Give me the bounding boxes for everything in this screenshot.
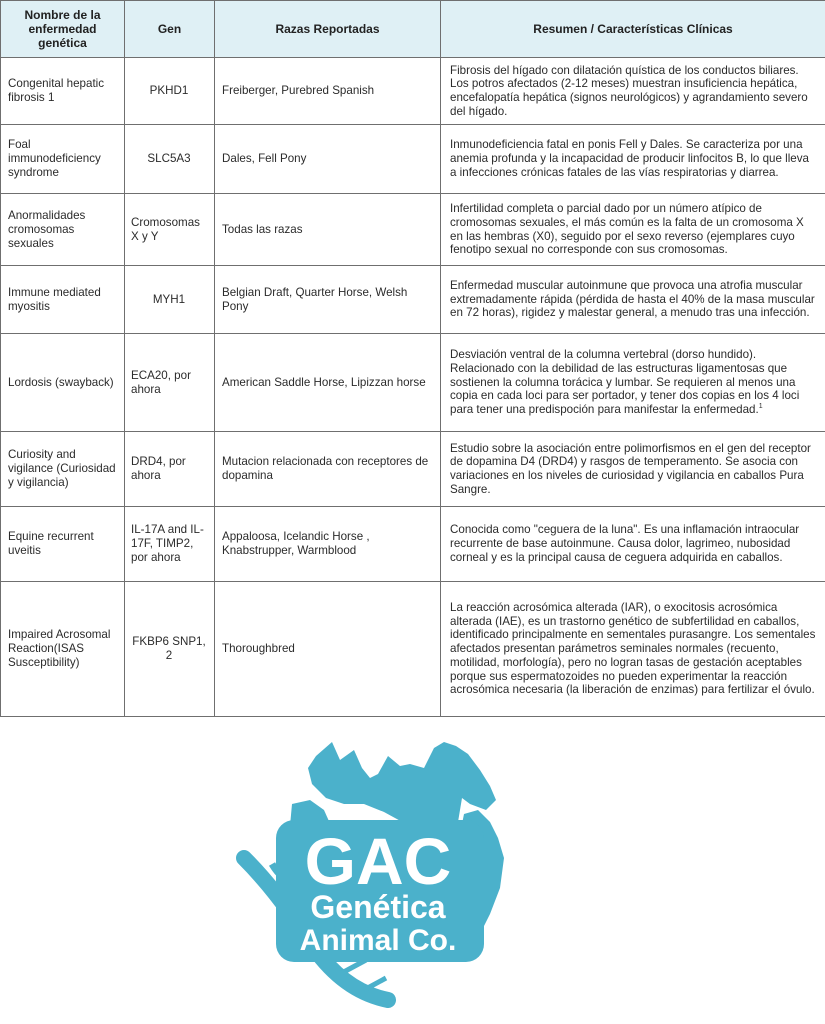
- disease-name-cell: Immune mediated myositis: [1, 266, 125, 334]
- breeds-cell: Appaloosa, Icelandic Horse , Knabstrupper, Warmblood: [215, 507, 441, 582]
- header-disease-name: Nombre de la enfermedad genética: [1, 1, 125, 58]
- logo-text-genetica: Genética: [310, 889, 446, 925]
- summary-cell: Enfermedad muscular autoinmune que provoca una atrofia muscular extremadamente rápida (pérdida de hasta el 40% de la masa muscular en 72 horas), rigidez y malestar general, a menudo tras una infección.: [441, 266, 825, 334]
- breeds-cell: American Saddle Horse, Lipizzan horse: [215, 334, 441, 432]
- summary-cell: Fibrosis del hígado con dilatación quística de los conductos biliares. Los potros afectados (2-12 meses) muestran insuficiencia hepática, encefalopatía hepática (signos neurológicos) y agrandamiento severo del hígado.: [441, 58, 825, 125]
- gene-cell: FKBP6 SNP1, 2: [125, 582, 215, 717]
- disease-name-cell: Lordosis (swayback): [1, 334, 125, 432]
- disease-name-cell: Curiosity and vigilance (Curiosidad y vigilancia): [1, 432, 125, 507]
- gene-cell: ECA20, por ahora: [125, 334, 215, 432]
- summary-cell: Inmunodeficiencia fatal en ponis Fell y Dales. Se caracteriza por una anemia profunda y la incapacidad de producir linfocitos B, lo que lleva a infecciones crónicas fatales de las vías respiratorias y diarrea.: [441, 125, 825, 194]
- summary-text: Desviación ventral de la columna vertebral (dorso hundido). Relacionado con la debilidad de las estructuras ligamentosas que sostienen la columna torácica y lumbar. Se requieren al menos una copia en cada loci para ser portador, y tener dos copias en los 4 loci para tener una predispoción para manifestar la enfermedad.: [450, 348, 800, 417]
- table-header-row: [1, 1, 825, 58]
- breeds-cell: Belgian Draft, Quarter Horse, Welsh Pony: [215, 266, 441, 334]
- gene-cell: PKHD1: [125, 58, 215, 125]
- summary-cell: La reacción acrosómica alterada (IAR), o exocitosis acrosómica alterada (IAE), es un trastorno genético de subfertilidad en caballos, identificado principalmente en sementales purasangre. Los sementales afectados presentan parámetros seminales normales (recuento, motilidad, morfología), pero no logran tasas de gestación aceptables porque sus espermatozoides no pueden experimentar la reacción acrosómica necesaria (la liberación de enzimas) para fertilizar el óvulo.: [441, 582, 825, 717]
- breeds-cell: Dales, Fell Pony: [215, 125, 441, 194]
- gene-cell: DRD4, por ahora: [125, 432, 215, 507]
- breeds-cell: Thoroughbred: [215, 582, 441, 717]
- table-row: [1, 507, 825, 582]
- disease-name-cell: Impaired Acrosomal Reaction(ISAS Susceptibility): [1, 582, 125, 717]
- breeds-cell: Mutacion relacionada con receptores de dopamina: [215, 432, 441, 507]
- gene-cell: MYH1: [125, 266, 215, 334]
- table-row: [1, 194, 825, 266]
- header-gene: Gen: [125, 1, 215, 58]
- gene-cell: SLC5A3: [125, 125, 215, 194]
- disease-name-cell: Anormalidades cromosomas sexuales: [1, 194, 125, 266]
- footnote-marker: 1: [758, 403, 763, 411]
- table-row: [1, 582, 825, 717]
- header-summary: Resumen / Características Clínicas: [441, 1, 825, 58]
- table-row: [1, 266, 825, 334]
- logo-text-gac: GAC: [304, 824, 452, 898]
- logo-text-animal-co: Animal Co.: [299, 924, 457, 957]
- breeds-cell: Freiberger, Purebred Spanish: [215, 58, 441, 125]
- gene-cell: IL-17A and IL-17F, TIMP2, por ahora: [125, 507, 215, 582]
- disease-name-cell: Congenital hepatic fibrosis 1: [1, 58, 125, 125]
- table-row: [1, 58, 825, 125]
- summary-cell: Infertilidad completa o parcial dado por un número atípico de cromosomas sexuales, el más común es la falta de un cromosoma X en las hembras (X0), seguido por el sexo reverso (ejemplares cuyo fenotipo sexual no corresponde con sus cromosomas.: [441, 194, 825, 266]
- gac-logo: [228, 738, 528, 1008]
- disease-name-cell: Equine recurrent uveitis: [1, 507, 125, 582]
- summary-cell: Estudio sobre la asociación entre polimorfismos en el gen del receptor de dopamina D4 (DRD4) y rasgos de temperamento. Se asocia con variaciones en los niveles de curiosidad y vigilancia en caballos Pura Sangre.: [441, 432, 825, 507]
- header-breeds: Razas Reportadas: [215, 1, 441, 58]
- summary-cell: Conocida como "ceguera de la luna". Es una inflamación intraocular recurrente de base autoinmune. Causa dolor, lagrimeo, nubosidad corneal y es la principal causa de ceguera adquirida en caballos.: [441, 507, 825, 582]
- disease-name-cell: Foal immunodeficiency syndrome: [1, 125, 125, 194]
- table-row: [1, 125, 825, 194]
- breeds-cell: Todas las razas: [215, 194, 441, 266]
- table-row: [1, 432, 825, 507]
- gene-cell: Cromosomas X y Y: [125, 194, 215, 266]
- table-row: [1, 334, 825, 432]
- summary-cell: [441, 334, 825, 432]
